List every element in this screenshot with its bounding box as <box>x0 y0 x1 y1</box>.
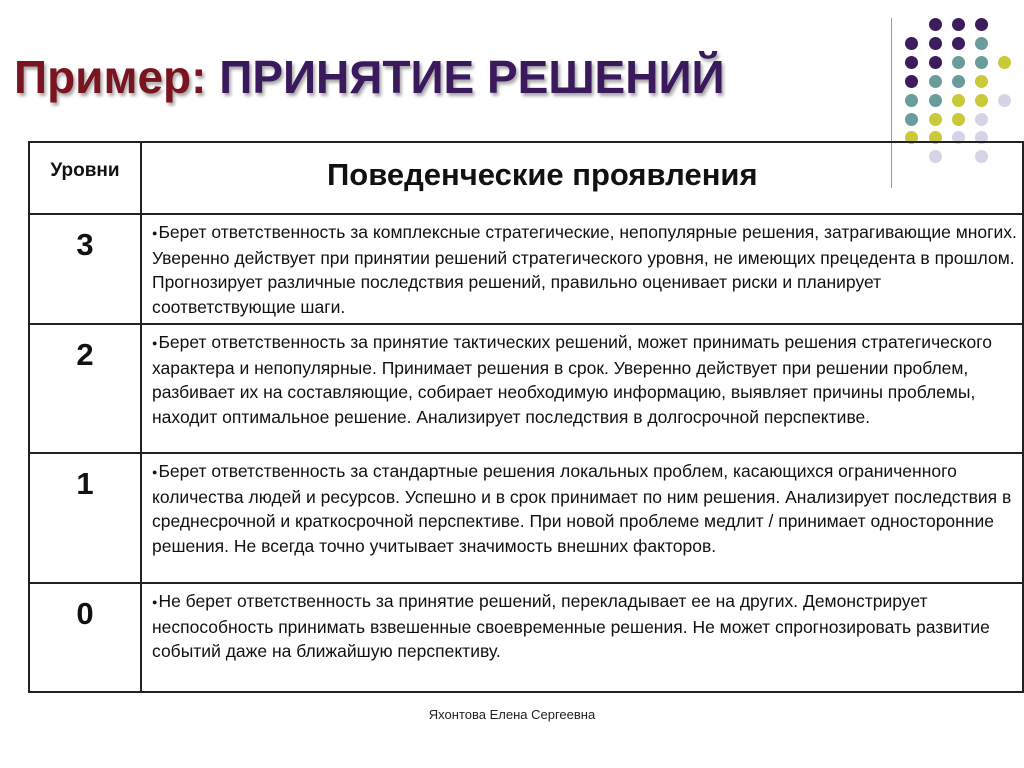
bullet-icon: ● <box>152 338 158 349</box>
slide-title <box>14 50 725 104</box>
decorative-dot <box>905 113 918 126</box>
decorative-dot <box>929 94 942 107</box>
decorative-dot <box>998 94 1011 107</box>
title-prefix: Пример: <box>14 51 207 103</box>
decorative-dot <box>952 113 965 126</box>
description-text: Не берет ответственность за принятие решений, перекладывает ее на других. Демонстрирует неспособность принимать взвешенные своевременные решения. Не может спрогнозировать развитие событий даже на ближайшую перспективу. <box>152 591 990 662</box>
competency-table <box>28 141 1024 693</box>
decorative-dot <box>975 37 988 50</box>
decorative-dot <box>929 18 942 31</box>
decorative-dot <box>952 94 965 107</box>
title-main: ПРИНЯТИЕ РЕШЕНИЙ <box>219 51 725 103</box>
decorative-dot <box>975 113 988 126</box>
decorative-dot <box>929 113 942 126</box>
footer-author: Яхонтова Елена Сергеевна <box>428 707 596 722</box>
description-text: Берет ответственность за принятие тактических решений, может принимать решения стратегического характера и непопулярные. Принимает решения в срок. Уверенно действует при решении проблем, разбивает их на составляющие, собирает необходимую информацию, выявляет причины проблемы, находит оптимальное решение. Анализирует последствия в долгосрочной перспективе. <box>152 332 992 427</box>
description-text: Берет ответственность за комплексные стратегические, непопулярные решения, затрагивающие многих. Уверенно действует при принятии решений стратегического уровня, не имеющих прецедента в прошлом. Прогнозирует различные последствия решений, правильно оценивает риски и планирует соответствующие шаги. <box>152 222 1017 317</box>
decorative-dot <box>998 56 1011 69</box>
bullet-icon: ● <box>152 597 158 608</box>
decorative-dot <box>975 18 988 31</box>
table-row <box>29 583 1023 692</box>
header-levels: Уровни <box>29 142 141 214</box>
decorative-dot <box>952 37 965 50</box>
decorative-dot <box>929 75 942 88</box>
decorative-dot <box>975 56 988 69</box>
table-header-row <box>29 142 1023 214</box>
description-text: Берет ответственность за стандартные решения локальных проблем, касающихся ограниченного количества людей и ресурсов. Успешно и в срок принимает по ним решения. Анализирует последствия в среднесрочной и краткосрочной перспективе. При новой проблеме медлит / принимает односторонние решения. Не всегда точно учитывает значимость внешних факторов. <box>152 461 1012 556</box>
table-row <box>29 214 1023 324</box>
bullet-icon: ● <box>152 467 158 478</box>
decorative-dot <box>952 18 965 31</box>
decorative-dot <box>952 75 965 88</box>
decorative-dot <box>975 75 988 88</box>
decorative-dot <box>905 94 918 107</box>
description-cell <box>141 214 1023 324</box>
level-cell: 2 <box>29 324 141 453</box>
decorative-dot <box>952 56 965 69</box>
description-cell <box>141 324 1023 453</box>
table-row <box>29 453 1023 583</box>
level-cell: 0 <box>29 583 141 692</box>
description-cell <box>141 453 1023 583</box>
level-cell: 1 <box>29 453 141 583</box>
bullet-icon: ● <box>152 228 158 239</box>
table-row <box>29 324 1023 453</box>
decorative-dot <box>929 37 942 50</box>
decorative-dot <box>929 56 942 69</box>
decorative-dot <box>975 94 988 107</box>
decorative-dot <box>905 56 918 69</box>
level-cell: 3 <box>29 214 141 324</box>
decorative-dot <box>905 75 918 88</box>
decorative-dot <box>905 37 918 50</box>
description-cell <box>141 583 1023 692</box>
header-behaviors: Поведенческие проявления <box>141 142 1023 214</box>
